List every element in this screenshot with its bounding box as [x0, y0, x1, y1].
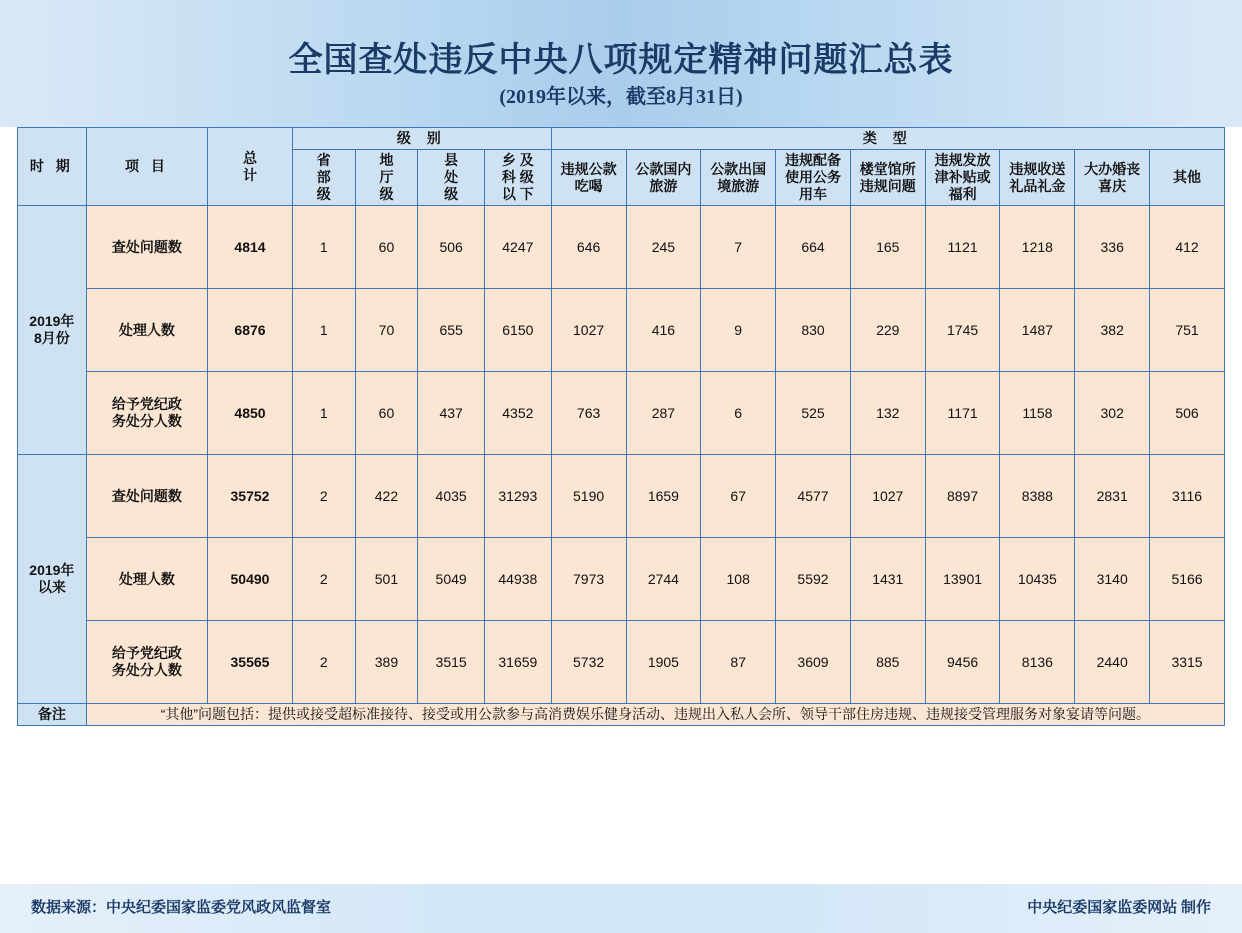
cell: 10435 — [1000, 538, 1075, 621]
note-label: 备注 — [18, 704, 87, 726]
cell: 1431 — [850, 538, 925, 621]
cell: 5732 — [551, 621, 626, 704]
header-group-level: 级 别 — [292, 128, 551, 150]
header-type-loutangguansuo — [850, 150, 925, 206]
header-type-chuguo-lvyou — [701, 150, 776, 206]
cell: 31293 — [484, 455, 551, 538]
cell: 5049 — [418, 538, 485, 621]
line: 违规问题 — [859, 177, 916, 194]
line: 部 — [316, 169, 331, 186]
row-label — [86, 621, 207, 704]
table-row — [18, 206, 1225, 289]
cell: 1905 — [626, 621, 701, 704]
cell: 5166 — [1150, 538, 1225, 621]
cell: 506 — [418, 206, 485, 289]
cell: 87 — [701, 621, 776, 704]
cell: 416 — [626, 289, 701, 372]
page-subtitle: (2019年以来，截至8月31日) — [499, 86, 743, 108]
cell: 287 — [626, 372, 701, 455]
cell-total: 6876 — [208, 289, 293, 372]
summary-table — [17, 127, 1225, 726]
cell: 506 — [1150, 372, 1225, 455]
cell: 437 — [418, 372, 485, 455]
cell: 132 — [850, 372, 925, 455]
cell: 4035 — [418, 455, 485, 538]
row-label — [86, 455, 207, 538]
line: 级 — [316, 186, 331, 203]
cell-total: 50490 — [208, 538, 293, 621]
line: 违规公款 — [560, 160, 617, 177]
cell: 422 — [355, 455, 418, 538]
footer — [17, 893, 1225, 923]
cell: 751 — [1150, 289, 1225, 372]
line: 津补贴或 — [934, 169, 991, 186]
line: 使用公务 — [784, 169, 841, 186]
cell: 3315 — [1150, 621, 1225, 704]
table-row — [18, 289, 1225, 372]
cell: 2 — [292, 538, 355, 621]
table-note-row — [18, 704, 1225, 726]
cell: 1659 — [626, 455, 701, 538]
cell: 165 — [850, 206, 925, 289]
header-level-xiang-ke — [484, 150, 551, 206]
header-total-line2: 计 — [242, 166, 257, 183]
line: 务处分人数 — [111, 413, 182, 430]
header-total — [208, 128, 293, 206]
table-row — [18, 538, 1225, 621]
cell: 763 — [551, 372, 626, 455]
line: 乡 及 — [501, 152, 534, 169]
line: 以来 — [37, 579, 66, 596]
header-item: 项 目 — [86, 128, 207, 206]
cell: 336 — [1075, 206, 1150, 289]
line: 礼品礼金 — [1009, 177, 1066, 194]
cell: 664 — [776, 206, 851, 289]
cell: 3116 — [1150, 455, 1225, 538]
cell: 1121 — [925, 206, 1000, 289]
cell: 13901 — [925, 538, 1000, 621]
line: 地 — [379, 152, 394, 169]
cell: 60 — [355, 372, 418, 455]
row-label — [86, 538, 207, 621]
cell: 60 — [355, 206, 418, 289]
cell: 31659 — [484, 621, 551, 704]
footer-source: 数据来源：中央纪委国家监委党风政风监督室 — [31, 900, 332, 916]
line: 给予党纪政 — [111, 645, 182, 662]
cell: 4247 — [484, 206, 551, 289]
cell: 2744 — [626, 538, 701, 621]
cell: 412 — [1150, 206, 1225, 289]
line: 2019年 — [29, 313, 75, 330]
cell: 1745 — [925, 289, 1000, 372]
cell: 8897 — [925, 455, 1000, 538]
line: 厅 — [379, 169, 394, 186]
cell: 5592 — [776, 538, 851, 621]
line: 省 — [316, 152, 331, 169]
line: 违规发放 — [934, 152, 991, 169]
cell: 302 — [1075, 372, 1150, 455]
cell: 2831 — [1075, 455, 1150, 538]
period-label-2019-ylai — [18, 455, 87, 704]
header-type-gongwuyongche — [776, 150, 851, 206]
line: 违规收送 — [1009, 160, 1066, 177]
header-period: 时 期 — [18, 128, 87, 206]
line: 处理人数 — [118, 321, 175, 338]
line: 务处分人数 — [111, 662, 182, 679]
line: 科 级 — [501, 169, 534, 186]
line: 级 — [444, 186, 459, 203]
cell: 9 — [701, 289, 776, 372]
cell: 1 — [292, 206, 355, 289]
table-head-row-groups — [18, 128, 1225, 150]
header-type-lipinlijin — [1000, 150, 1075, 206]
header-total-line1: 总 — [242, 149, 257, 166]
cell: 3609 — [776, 621, 851, 704]
cell: 1487 — [1000, 289, 1075, 372]
line: 2019年 — [29, 562, 75, 579]
header-type-jinbutie — [925, 150, 1000, 206]
header-level-di-ting — [355, 150, 418, 206]
line: 公款国内 — [635, 160, 692, 177]
line: 查处问题数 — [111, 238, 182, 255]
cell: 108 — [701, 538, 776, 621]
line: 以 下 — [501, 186, 534, 203]
header-type-hunsangxiqing — [1075, 150, 1150, 206]
cell: 4352 — [484, 372, 551, 455]
header-type-gongkuan-chihe — [551, 150, 626, 206]
row-label — [86, 372, 207, 455]
cell: 389 — [355, 621, 418, 704]
cell: 2 — [292, 455, 355, 538]
line: 喜庆 — [1098, 177, 1127, 194]
cell: 1027 — [850, 455, 925, 538]
cell: 229 — [850, 289, 925, 372]
header-level-xian-chu — [418, 150, 485, 206]
header-type-qita — [1150, 150, 1225, 206]
line: 吃喝 — [574, 177, 603, 194]
cell: 44938 — [484, 538, 551, 621]
table-head — [18, 128, 1225, 206]
cell: 8388 — [1000, 455, 1075, 538]
cell: 646 — [551, 206, 626, 289]
row-label — [86, 206, 207, 289]
cell: 2440 — [1075, 621, 1150, 704]
table-body — [18, 206, 1225, 726]
line: 县 — [444, 152, 459, 169]
cell: 9456 — [925, 621, 1000, 704]
table-row — [18, 455, 1225, 538]
row-label — [86, 289, 207, 372]
cell: 3515 — [418, 621, 485, 704]
line: 处理人数 — [118, 570, 175, 587]
header-level-sheng-bu — [292, 150, 355, 206]
cell: 501 — [355, 538, 418, 621]
cell: 245 — [626, 206, 701, 289]
cell: 1218 — [1000, 206, 1075, 289]
cell: 1171 — [925, 372, 1000, 455]
cell: 2 — [292, 621, 355, 704]
note-text: “其他”问题包括：提供或接受超标准接待、接受或用公款参与高消费娱乐健身活动、违规出入私人会所、领导干部住房违规、违规接受管理服务对象宴请等问题。 — [86, 704, 1224, 726]
period-label-2019-08 — [18, 206, 87, 455]
cell: 6150 — [484, 289, 551, 372]
cell-total: 4850 — [208, 372, 293, 455]
cell: 3140 — [1075, 538, 1150, 621]
line: 违规配备 — [784, 152, 841, 169]
line: 公款出国 — [710, 160, 767, 177]
summary-table-wrap — [17, 127, 1225, 726]
cell: 1158 — [1000, 372, 1075, 455]
cell: 885 — [850, 621, 925, 704]
header-group-type: 类 型 — [551, 128, 1224, 150]
line: 境旅游 — [717, 177, 760, 194]
line: 福利 — [948, 186, 977, 203]
cell-total: 35752 — [208, 455, 293, 538]
cell: 830 — [776, 289, 851, 372]
cell: 655 — [418, 289, 485, 372]
line: 其他 — [1173, 169, 1202, 186]
line: 处 — [444, 169, 459, 186]
cell: 1 — [292, 372, 355, 455]
cell: 1 — [292, 289, 355, 372]
table-row — [18, 372, 1225, 455]
line: 查处问题数 — [111, 487, 182, 504]
cell: 67 — [701, 455, 776, 538]
cell: 5190 — [551, 455, 626, 538]
line: 楼堂馆所 — [859, 160, 916, 177]
line: 旅游 — [649, 177, 678, 194]
cell: 6 — [701, 372, 776, 455]
line: 大办婚丧 — [1084, 160, 1141, 177]
footer-producer: 中央纪委国家监委网站 制作 — [1027, 900, 1211, 916]
cell: 7973 — [551, 538, 626, 621]
cell: 7 — [701, 206, 776, 289]
line: 级 — [379, 186, 394, 203]
page-title: 全国查处违反中央八项规定精神问题汇总表 — [288, 42, 954, 79]
cell-total: 35565 — [208, 621, 293, 704]
line: 8月份 — [33, 330, 70, 347]
cell: 70 — [355, 289, 418, 372]
cell: 525 — [776, 372, 851, 455]
cell: 4577 — [776, 455, 851, 538]
header-type-guonei-lvyou — [626, 150, 701, 206]
line: 给予党纪政 — [111, 396, 182, 413]
line: 用车 — [798, 186, 827, 203]
cell: 1027 — [551, 289, 626, 372]
cell: 8136 — [1000, 621, 1075, 704]
cell: 382 — [1075, 289, 1150, 372]
cell-total: 4814 — [208, 206, 293, 289]
table-row — [18, 621, 1225, 704]
